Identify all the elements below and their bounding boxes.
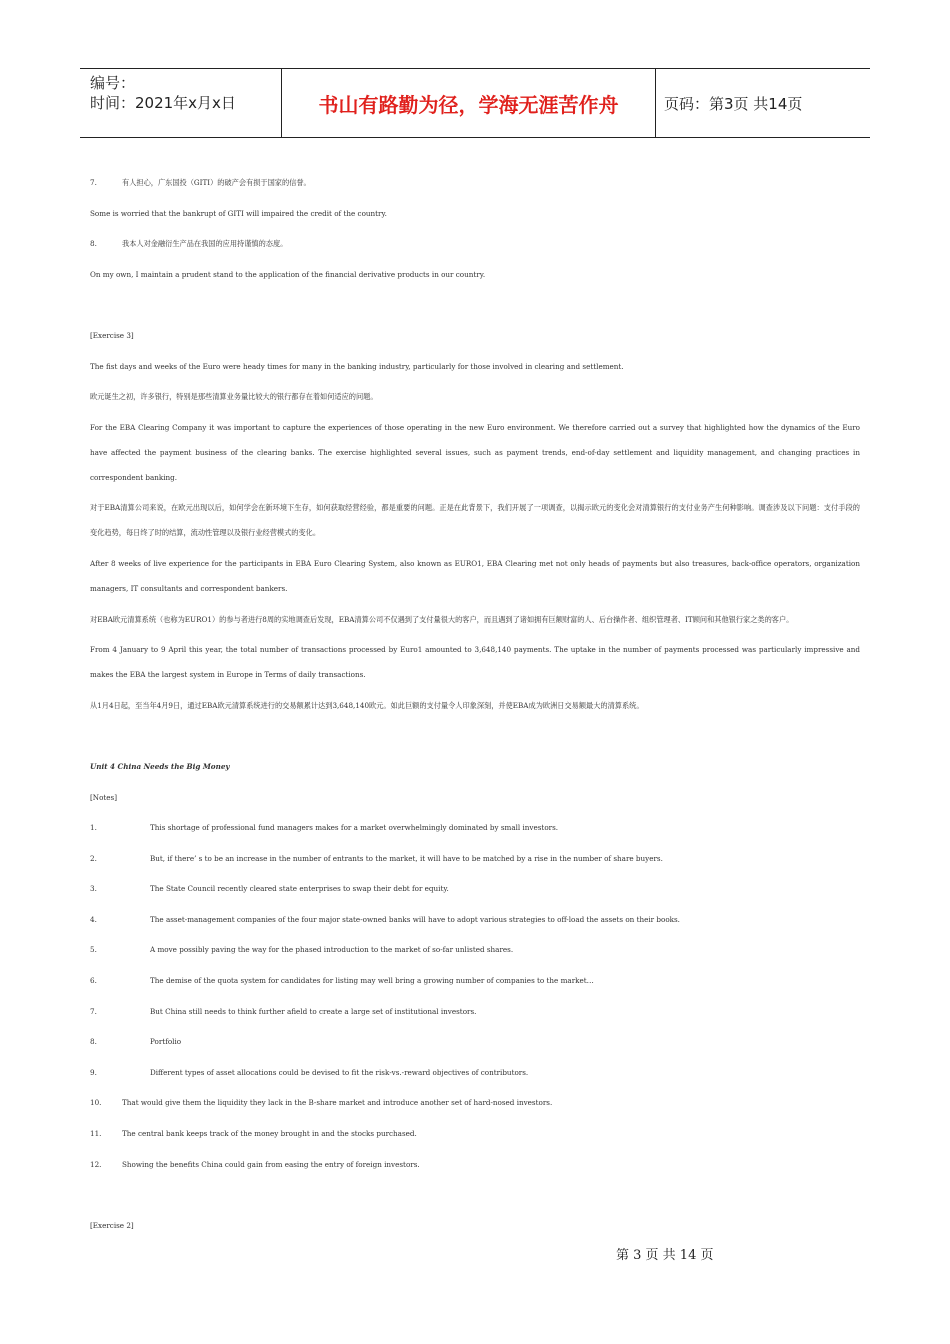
- note-text: The State Council recently cleared state enterprises to swap their debt for equity.: [150, 884, 449, 894]
- header-motto: 书山有路勤为径，学海无涯苦作舟: [281, 69, 656, 137]
- item-number: 4.: [90, 914, 97, 924]
- item-number: 11.: [90, 1129, 102, 1139]
- paragraph-text: 有人担心，广东国投（GITI）的破产会有损于国家的信誉。: [122, 178, 311, 187]
- note-item: [90, 937, 860, 962]
- item-number: 6.: [90, 976, 97, 986]
- note-item: [90, 1060, 860, 1085]
- item-number: 8.: [90, 239, 97, 249]
- document-body: [90, 170, 860, 1243]
- note-text: But China still needs to think further afield to create a large set of institutional investors.: [150, 1006, 477, 1016]
- paragraph: The fist days and weeks of the Euro were heady times for many in the banking industry, particularly for those involved in clearing and settlement.: [90, 361, 624, 371]
- note-text: But, if there’ s to be an increase in the number of entrants to the market, it will have to be matched by a rise in the number of share buyers.: [150, 853, 663, 863]
- note-item: [90, 876, 860, 901]
- paragraph: 欧元诞生之初，许多银行，特别是那些清算业务量比较大的银行都存在着如何适应的问题。: [90, 392, 378, 402]
- item-number: 5.: [90, 945, 97, 955]
- item-number: 9.: [90, 1067, 97, 1077]
- note-text: This shortage of professional fund managers makes for a market overwhelmingly dominated by small investors.: [150, 823, 559, 833]
- paragraph: 对于EBA清算公司来说，在欧元出现以后，如何学会在新环境下生存，如何获取经营经验，都是重要的问题。正是在此背景下，我们开展了一项调查，以揭示欧元的变化会对清算银行的支付业务产生何种影响。调查涉及以下问题：支付手段的变化趋势，每日终了时的结算，流动性管理以及银行业经营模式的变化。: [90, 503, 860, 538]
- header-page-label: 页码：第3页 共14页: [664, 94, 803, 113]
- paragraph: [90, 170, 860, 195]
- paragraph: On my own, I maintain a prudent stand to the application of the financial derivative products in our country.: [90, 269, 486, 279]
- note-item: [90, 1090, 860, 1115]
- date-label: 时间：2021年x月x日: [90, 94, 236, 112]
- unit-title: Unit 4 China Needs the Big Money: [90, 761, 230, 771]
- item-number: 8.: [90, 1037, 97, 1047]
- paragraph: Some is worried that the bankrupt of GITI will impaired the credit of the country.: [90, 208, 387, 218]
- paragraph: 对EBA欧元清算系统（也称为EURO1）的参与者进行8周的实地调查后发现，EBA清算公司不仅遇到了支付量很大的客户，而且遇到了诸如拥有巨额财富的人、后台操作者、组织管理者、IT顾问和其他银行家之类的客户。: [90, 614, 794, 624]
- item-number: 7.: [90, 178, 97, 187]
- item-number: 2.: [90, 853, 97, 863]
- note-text: Showing the benefits China could gain from easing the entry of foreign investors.: [122, 1159, 420, 1169]
- note-text: The central bank keeps track of the money brought in and the stocks purchased.: [122, 1129, 417, 1139]
- note-item: [90, 846, 860, 871]
- note-item: [90, 1152, 860, 1177]
- paragraph: After 8 weeks of live experience for the participants in EBA Euro Clearing System, also known as EURO1, EBA Clearing met not only heads of payments but also treasures, back-office operators, organization managers, IT consultants and correspondent bankers.: [90, 558, 860, 593]
- item-number: 1.: [90, 823, 97, 833]
- note-text: Portfolio: [150, 1037, 182, 1047]
- paragraph: From 4 January to 9 April this year, the total number of transactions processed by Euro1 amounted to 3,648,140 payments. The uptake in the number of payments processed was particularly impressive and makes the EBA the largest system in Europe in Terms of daily transactions.: [90, 645, 860, 680]
- note-item: [90, 968, 860, 993]
- page-footer: 第 3 页 共 14 页: [616, 1248, 714, 1263]
- note-item: [90, 907, 860, 932]
- item-number: 12.: [90, 1159, 102, 1169]
- note-text: The asset-management companies of the four major state-owned banks will have to adopt various strategies to off-load the assets on their books.: [150, 914, 680, 924]
- item-number: 3.: [90, 884, 97, 894]
- header-info: [90, 73, 236, 113]
- note-item: [90, 815, 860, 840]
- notes-heading: [Notes]: [90, 792, 118, 802]
- paragraph-text: 我本人对金融衍生产品在我国的应用持谨慎的态度。: [122, 239, 288, 249]
- paragraph: [90, 231, 860, 256]
- note-item: [90, 1029, 860, 1054]
- note-text: A move possibly paving the way for the phased introduction to the market of so-far unlisted shares.: [150, 945, 514, 955]
- item-number: 10.: [90, 1098, 102, 1108]
- paragraph: For the EBA Clearing Company it was important to capture the experiences of those operating in the new Euro environment. We therefore carried out a survey that highlighted how the dynamics of the Euro have affected the payment business of the clearing banks. The exercise highlighted several issues, such as payment trends, end-of-day settlement and liquidity management, and changing practices in correspondent banking.: [90, 422, 860, 482]
- note-item: [90, 999, 860, 1024]
- note-text: That would give them the liquidity they lack in the B-share market and introduce another set of hard-nosed investors.: [122, 1098, 553, 1108]
- note-text: Different types of asset allocations could be devised to fit the risk-vs.-reward objectives of contributors.: [150, 1067, 529, 1077]
- page-header: [80, 68, 870, 138]
- note-text: The demise of the quota system for candidates for listing may well bring a growing number of companies to the market…: [150, 976, 594, 986]
- exercise-heading: [Exercise 3]: [90, 330, 134, 340]
- exercise-heading: [Exercise 2]: [90, 1220, 134, 1230]
- note-item: [90, 1121, 860, 1146]
- item-number: 7.: [90, 1006, 97, 1016]
- code-label: 编号：: [90, 74, 136, 92]
- paragraph: 从1月4日起，至当年4月9日，通过EBA欧元清算系统进行的交易额累计达到3,648,140欧元。如此巨额的支付量令人印象深刻，并使EBA成为欧洲日交易额最大的清算系统。: [90, 700, 644, 710]
